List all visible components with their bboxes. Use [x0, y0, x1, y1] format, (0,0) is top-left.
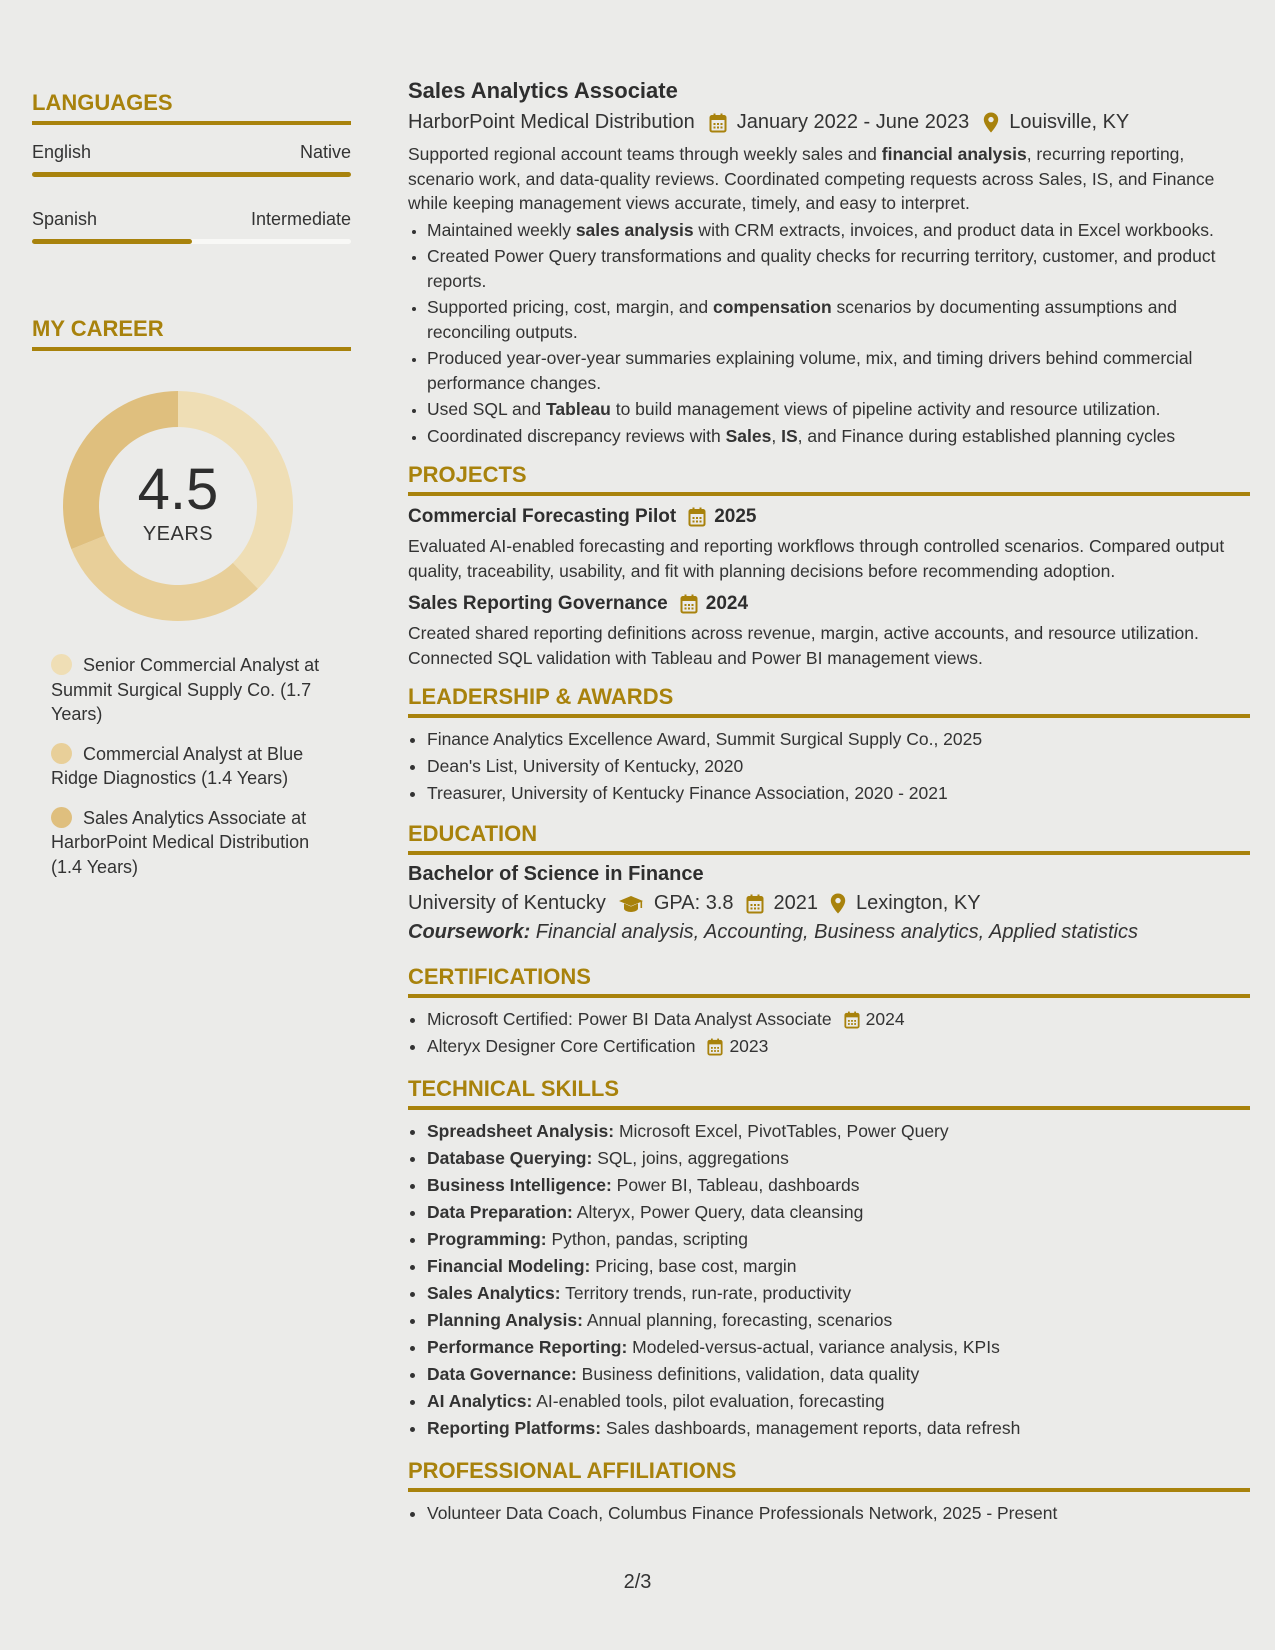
list-item: • Dean's List, University of Kentucky, 2020: [427, 753, 1250, 780]
bullet-emphasis: compensation: [713, 297, 832, 317]
school-name: University of Kentucky: [408, 892, 606, 914]
skill-value: Territory trends, run-rate, productivity: [560, 1283, 852, 1303]
leadership-heading: LEADERSHIP & AWARDS: [408, 684, 1250, 718]
affiliations-list: [408, 1500, 1250, 1527]
list-item: • Volunteer Data Coach, Columbus Finance Professionals Network, 2025 - Present: [427, 1500, 1250, 1527]
coursework: [408, 921, 1250, 944]
bullet-text: , and Finance during established planning cycles: [797, 425, 1176, 446]
job-meta: [408, 111, 1250, 134]
list-item: [427, 1145, 1250, 1172]
job-bullets: [408, 218, 1250, 449]
calendar-icon: [746, 894, 764, 914]
language-item: [32, 209, 351, 244]
job-summary: [408, 142, 1250, 216]
projects-heading: PROJECTS: [408, 462, 1250, 496]
career-total-unit: YEARS: [142, 522, 214, 545]
affiliations-section: [408, 1458, 1250, 1527]
list-item: [427, 1006, 1250, 1033]
skill-label: Financial Modeling:: [427, 1256, 591, 1276]
certification-year: 2023: [729, 1036, 769, 1056]
project-entry: [408, 593, 1250, 670]
list-item: [427, 295, 1250, 344]
skills-heading: TECHNICAL SKILLS: [408, 1076, 1250, 1110]
experience-entry: [408, 78, 1250, 448]
map-pin-icon: [983, 112, 999, 133]
bullet-text: scenarios by documenting assumptions and reconciling outputs.: [427, 297, 1177, 342]
list-item: [427, 1226, 1250, 1253]
list-item: [427, 218, 1250, 243]
education-meta: [408, 892, 1250, 915]
projects-section: [408, 462, 1250, 670]
language-name: English: [32, 142, 92, 162]
calendar-icon: [680, 594, 698, 614]
project-description: Evaluated AI-enabled forecasting and reporting workflows through controlled scenarios. Compared output quality, traceability, usability, and fit with planning decisions before recommending adoption.: [408, 536, 1225, 581]
list-item: [427, 1172, 1250, 1199]
gpa: GPA: 3.8: [653, 892, 734, 914]
list-item: • Produced year-over-year summaries explaining volume, mix, and timing drivers behind commercial performance changes.: [427, 346, 1250, 395]
skill-label: Programming:: [427, 1229, 547, 1249]
certifications-section: [408, 964, 1250, 1060]
job-location: Louisville, KY: [1009, 111, 1130, 133]
skill-label: Reporting Platforms:: [427, 1418, 602, 1438]
skills-section: [408, 1076, 1250, 1442]
bullet-text: Maintained weekly: [427, 219, 576, 240]
bullet-emphasis: Tableau: [546, 399, 611, 419]
calendar-icon: [709, 113, 727, 133]
list-item: [427, 1199, 1250, 1226]
certification-name: • Alteryx Designer Core Certification: [427, 1036, 696, 1056]
certification-year: 2024: [865, 1009, 905, 1029]
job-title: Sales Analytics Associate: [408, 78, 678, 103]
bullet-emphasis: sales analysis: [575, 219, 694, 240]
language-proficiency-fill: [32, 172, 351, 177]
school-location: Lexington, KY: [856, 892, 981, 914]
list-item: [427, 1253, 1250, 1280]
list-item: [427, 1033, 1250, 1060]
company-name: HarborPoint Medical Distribution: [408, 111, 695, 133]
project-name: Sales Reporting Governance: [408, 593, 668, 614]
sidebar: [32, 90, 351, 894]
skill-value: AI-enabled tools, pilot evaluation, forecasting: [532, 1391, 885, 1411]
list-item: • Finance Analytics Excellence Award, Summit Surgical Supply Co., 2025: [427, 726, 1250, 753]
skill-value: Microsoft Excel, PivotTables, Power Query: [614, 1121, 949, 1141]
languages-heading: LANGUAGES: [32, 90, 351, 125]
career-total-value: 4.5: [137, 456, 219, 522]
career-legend-item: [51, 653, 336, 727]
summary-text: Supported regional account teams through weekly sales and: [408, 144, 882, 164]
career-legend: [51, 653, 336, 879]
legend-dot-icon: [51, 743, 72, 764]
skill-value: Sales dashboards, management reports, data refresh: [601, 1418, 1021, 1438]
skill-value: Modeled-versus-actual, variance analysis, KPIs: [627, 1337, 1000, 1357]
certifications-heading: CERTIFICATIONS: [408, 964, 1250, 998]
bullet-text: Supported pricing, cost, margin, and: [427, 297, 713, 317]
project-name: Commercial Forecasting Pilot: [408, 506, 677, 527]
list-item: • Treasurer, University of Kentucky Finance Association, 2020 - 2021: [427, 780, 1250, 807]
language-proficiency-bar: [32, 239, 351, 244]
skill-label: Database Querying:: [427, 1148, 593, 1168]
education-section: [408, 821, 1250, 944]
skill-value: Python, pandas, scripting: [546, 1229, 748, 1249]
list-item: [427, 1118, 1250, 1145]
skill-label: Data Governance:: [427, 1364, 577, 1384]
legend-dot-icon: [51, 654, 72, 675]
bullet-text: ,: [771, 425, 782, 446]
certification-name: • Microsoft Certified: Power BI Data Analyst Associate: [427, 1009, 832, 1029]
main-content: [408, 78, 1250, 1527]
skill-value: Business definitions, validation, data quality: [576, 1364, 920, 1384]
bullet-text: Coordinated discrepancy reviews with: [427, 425, 726, 446]
education-heading: EDUCATION: [408, 821, 1250, 855]
skill-value: Power BI, Tableau, dashboards: [611, 1175, 860, 1195]
coursework-label: Coursework:: [408, 921, 531, 943]
leadership-list: [408, 726, 1250, 807]
bullet-emphasis: Sales: [725, 425, 772, 446]
coursework-text: Financial analysis, Accounting, Business analytics, Applied statistics: [530, 921, 1138, 943]
language-level: Intermediate: [250, 209, 351, 229]
calendar-icon: [844, 1011, 860, 1029]
career-legend-item: [51, 742, 336, 791]
degree-title: Bachelor of Science in Finance: [408, 863, 704, 885]
career-section: [32, 316, 351, 879]
graduation-year: 2021: [773, 892, 819, 914]
project-year: 2024: [705, 593, 749, 614]
career-legend-item: [51, 806, 336, 880]
summary-emphasis: financial analysis: [881, 144, 1027, 164]
map-pin-icon: [830, 893, 846, 914]
legend-dot-icon: [51, 807, 72, 828]
graduation-cap-icon: [618, 895, 644, 913]
skills-list: [408, 1118, 1250, 1442]
job-dates: January 2022 - June 2023: [736, 111, 970, 133]
summary-text: , recurring reporting, scenario work, and data-quality reviews. Coordinated competing requests across Sales, IS, and Finance while keeping management views accurate, timely, and easy to interpret.: [408, 144, 1215, 213]
skill-value: Alteryx, Power Query, data cleansing: [572, 1202, 864, 1222]
language-proficiency-fill: [32, 239, 192, 244]
career-role-label: Sales Analytics Associate at HarborPoint Medical Distribution (1.4 Years): [51, 807, 310, 877]
skill-value: Pricing, base cost, margin: [590, 1256, 797, 1276]
calendar-icon: [707, 1038, 723, 1056]
language-level: Native: [299, 142, 351, 162]
skill-label: Performance Reporting:: [427, 1337, 628, 1357]
calendar-icon: [688, 507, 706, 527]
career-donut-chart: [63, 391, 293, 621]
skill-value: Annual planning, forecasting, scenarios: [582, 1310, 893, 1330]
list-item: [427, 1415, 1250, 1442]
bullet-text: Used SQL and: [427, 399, 547, 419]
skill-label: AI Analytics:: [427, 1391, 533, 1411]
career-role-label: Senior Commercial Analyst at Summit Surgical Supply Co. (1.7 Years): [51, 655, 320, 724]
bullet-text: to build management views of pipeline activity and resource utilization.: [610, 399, 1161, 419]
career-heading: MY CAREER: [32, 316, 351, 351]
skill-label: Spreadsheet Analysis:: [427, 1121, 615, 1141]
list-item: [427, 1361, 1250, 1388]
language-item: [32, 142, 351, 177]
bullet-emphasis: IS: [781, 425, 798, 446]
language-name: Spanish: [32, 209, 98, 229]
language-proficiency-bar: [32, 172, 351, 177]
project-description: Created shared reporting definitions across revenue, margin, active accounts, and resource utilization. Connected SQL validation with Tableau and Power BI management views.: [408, 623, 1199, 668]
skill-value: SQL, joins, aggregations: [592, 1148, 789, 1168]
skill-label: Data Preparation:: [427, 1202, 573, 1222]
bullet-text: with CRM extracts, invoices, and product data in Excel workbooks.: [693, 219, 1214, 240]
certifications-list: [408, 1006, 1250, 1060]
affiliations-heading: PROFESSIONAL AFFILIATIONS: [408, 1458, 1250, 1492]
career-role-label: Commercial Analyst at Blue Ridge Diagnostics (1.4 Years): [51, 743, 304, 788]
list-item: [427, 1334, 1250, 1361]
skill-label: Sales Analytics:: [427, 1283, 561, 1303]
leadership-section: [408, 684, 1250, 807]
skill-label: Planning Analysis:: [427, 1310, 583, 1330]
list-item: [427, 1388, 1250, 1415]
skill-label: Business Intelligence:: [427, 1175, 612, 1195]
project-year: 2025: [714, 506, 757, 527]
project-entry: [408, 506, 1250, 583]
list-item: [427, 397, 1250, 422]
list-item: • Created Power Query transformations and quality checks for recurring territory, customer, and product reports.: [427, 244, 1250, 293]
list-item: [427, 424, 1250, 449]
list-item: [427, 1307, 1250, 1334]
list-item: [427, 1280, 1250, 1307]
page-number: 2/3: [623, 1571, 652, 1593]
